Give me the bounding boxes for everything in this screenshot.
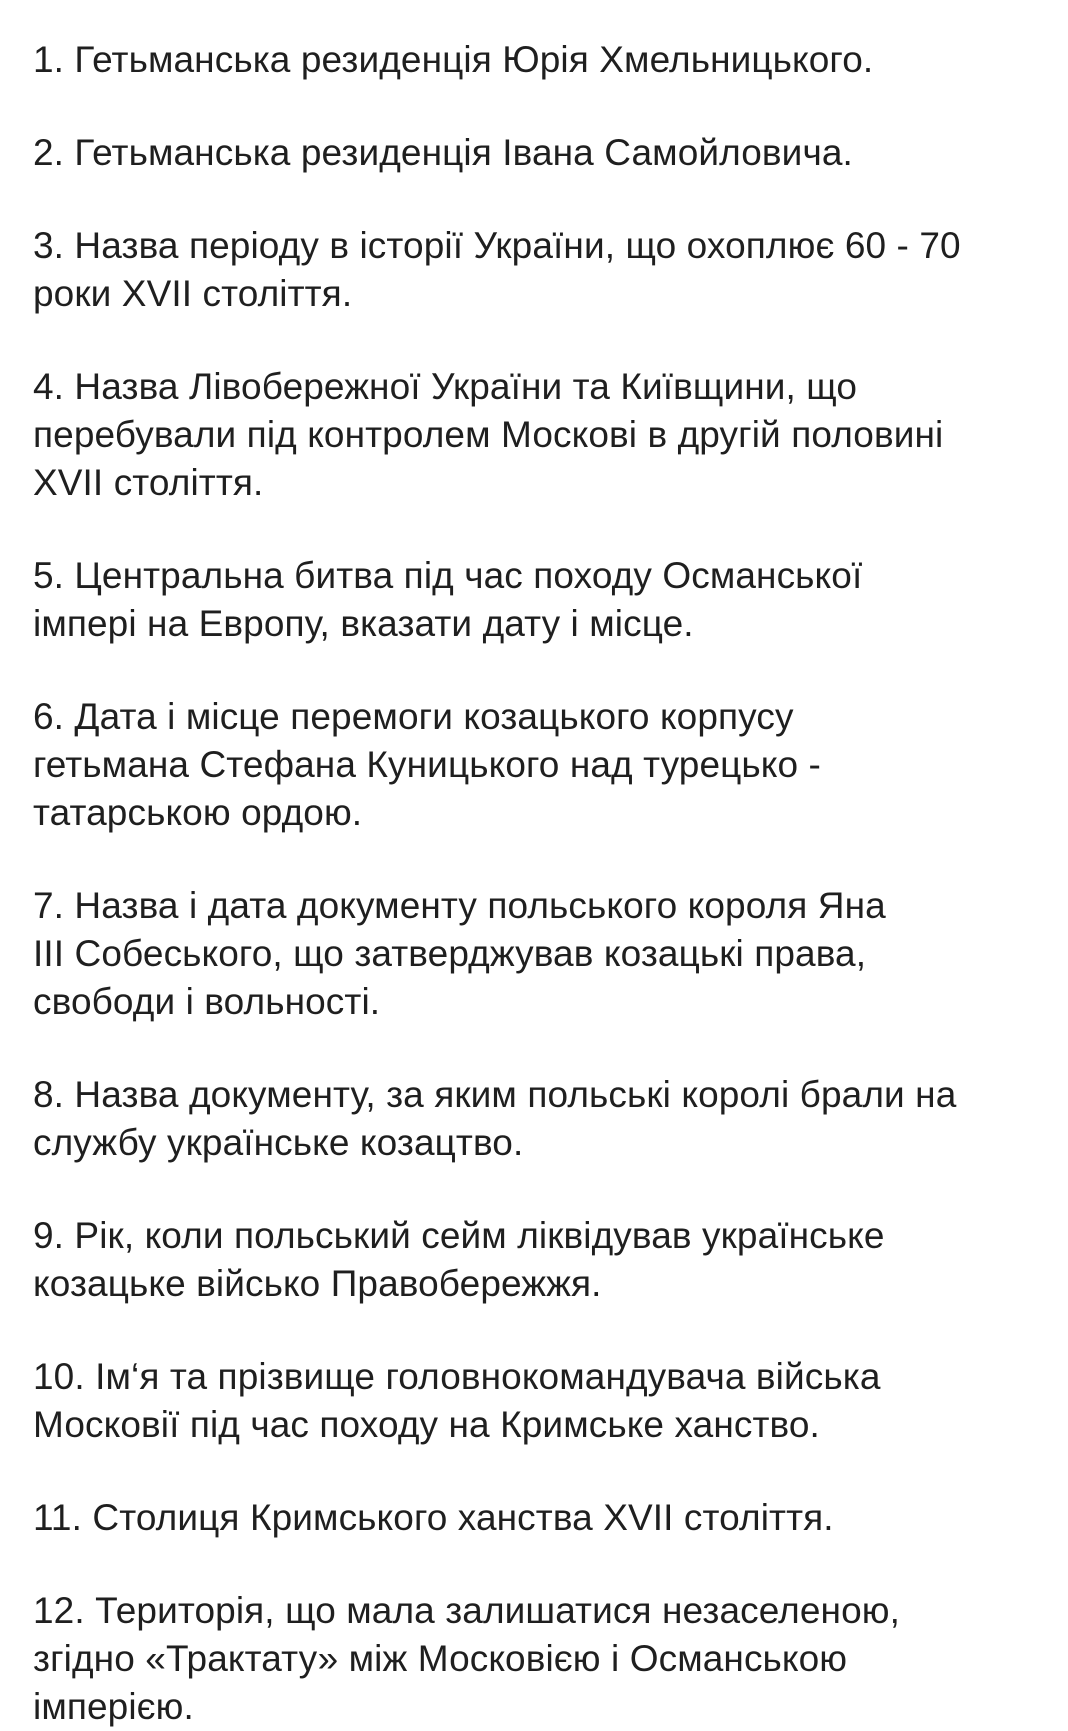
- question-11: 11. Столиця Кримського ханства XVII століття.: [33, 1497, 834, 1538]
- question-9: 9. Рік, коли польський сейм ліквідував українське козацьке військо Правобережжя.: [33, 1215, 885, 1304]
- question-10: 10. Ім‘я та прізвище головнокомандувача війська Московії під час походу на Кримське ханство.: [33, 1356, 881, 1445]
- question-8: 8. Назва документу, за яким польські королі брали на службу українське козацтво.: [33, 1074, 957, 1163]
- question-2: 2. Гетьманська резиденція Івана Самойловича.: [33, 132, 853, 173]
- question-3: 3. Назва періоду в історії України, що охоплює 60 - 70 роки XVII століття.: [33, 225, 961, 314]
- question-12: 12. Територія, що мала залишатися незаселеною, згідно «Трактату» між Московією і Османською імперією.: [33, 1590, 900, 1727]
- question-5: 5. Центральна битва під час походу Османської імпері на Европу, вказати дату і місце.: [33, 555, 863, 644]
- question-4: 4. Назва Лівобережної України та Київщини, що перебували під контролем Москові в другій половині XVII століття.: [33, 366, 944, 503]
- question-1: 1. Гетьманська резиденція Юрія Хмельницького.: [33, 39, 874, 80]
- question-6: 6. Дата і місце перемоги козацького корпусу гетьмана Стефана Куницького над турецько - татарською ордою.: [33, 696, 821, 833]
- question-7: 7. Назва і дата документу польського короля Яна III Собеського, що затверджував козацькі права, свободи і вольності.: [33, 885, 886, 1022]
